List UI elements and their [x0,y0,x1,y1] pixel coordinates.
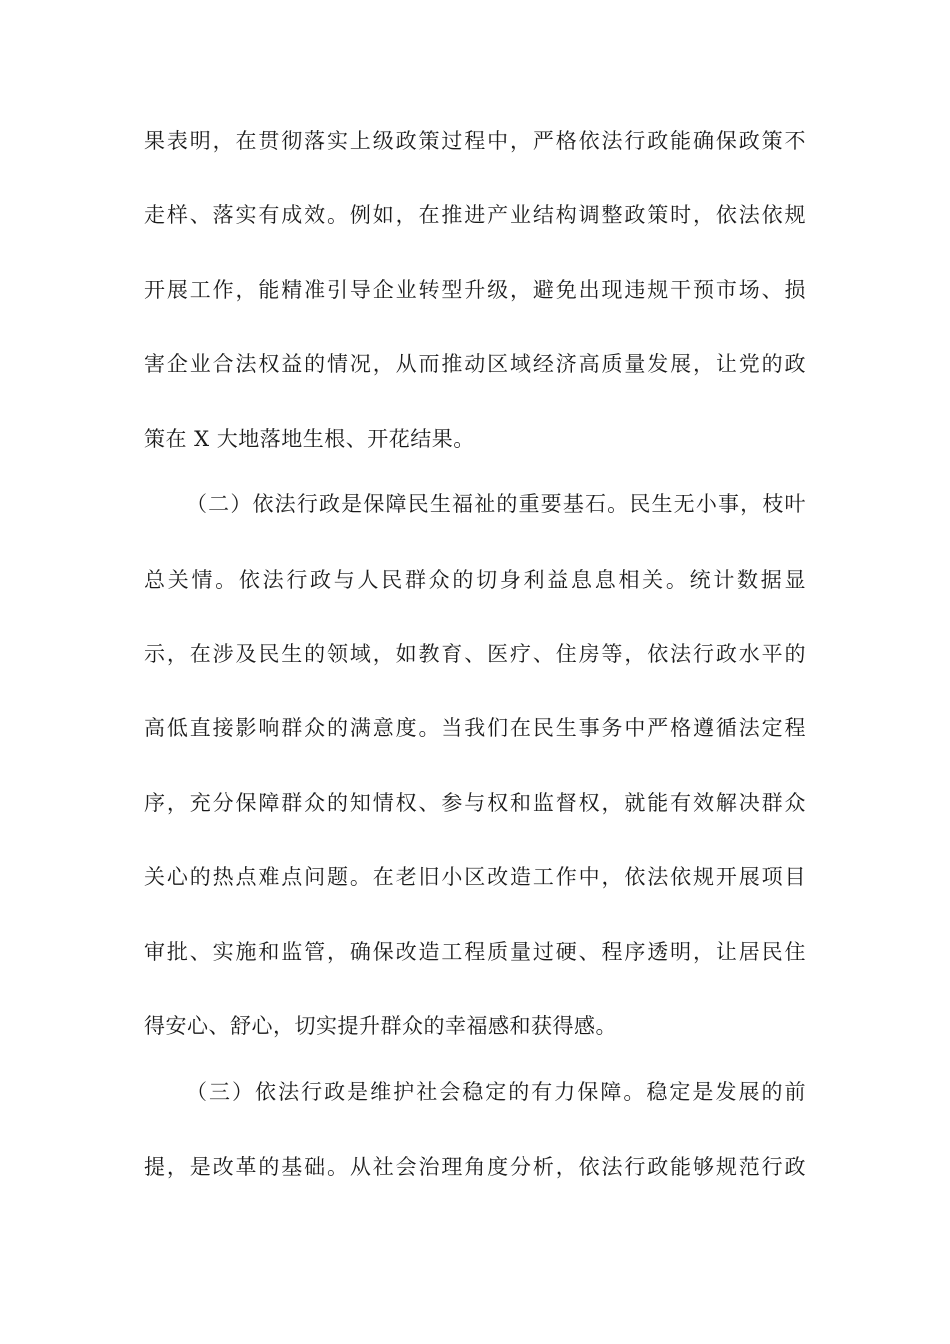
text-line-15: 提，是改革的基础。从社会治理角度分析，依法行政能够规范行政 [144,1155,806,1179]
paragraph-3-heading-line: （三）依法行政是维护社会稳定的有力保障。稳定是发展的前 [186,1080,806,1104]
text-line-11: 关心的热点难点问题。在老旧小区改造工作中，依法依规开展项目 [144,865,806,889]
text-line-13: 得安心、舒心，切实提升群众的幸福感和获得感。 [144,1014,617,1038]
text-line-9: 高低直接影响群众的满意度。当我们在民生事务中严格遵循法定程 [144,716,806,740]
text-line-2: 走样、落实有成效。例如，在推进产业结构调整政策时，依法依规 [144,203,806,227]
text-line-8: 示，在涉及民生的领域，如教育、医疗、住房等，依法行政水平的 [144,642,806,666]
text-line-10: 序，充分保障群众的知情权、参与权和监督权，就能有效解决群众 [144,791,806,815]
text-line-12: 审批、实施和监管，确保改造工程质量过硬、程序透明，让居民住 [144,940,806,964]
text-line-3: 开展工作，能精准引导企业转型升级，避免出现违规干预市场、损 [144,278,806,302]
paragraph-2-heading-line: （二）依法行政是保障民生福祉的重要基石。民生无小事，枝叶 [186,492,806,516]
text-line-7: 总关情。依法行政与人民群众的切身利益息息相关。统计数据显 [144,568,806,592]
text-line-1: 果表明，在贯彻落实上级政策过程中，严格依法行政能确保政策不 [144,129,806,153]
text-line-4: 害企业合法权益的情况，从而推动区域经济高质量发展，让党的政 [144,352,806,376]
text-line-5: 策在 X 大地落地生根、开花结果。 [144,427,475,451]
